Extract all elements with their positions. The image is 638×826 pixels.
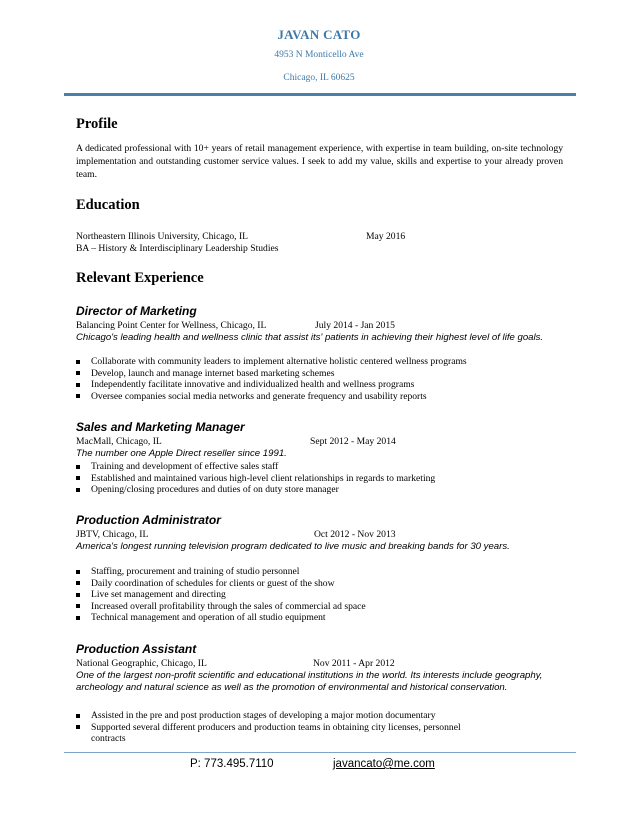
bullet-square-icon: [76, 604, 80, 608]
education-school: Northeastern Illinois University, Chicago, IL: [76, 231, 249, 242]
address-city: Chicago, IL 60625: [283, 73, 355, 83]
education-date: May 2016: [366, 231, 406, 242]
list-item: Develop, launch and manage internet based marketing schemes: [76, 368, 563, 380]
bullet-square-icon: [76, 383, 80, 387]
bullet-square-icon: [76, 725, 80, 729]
list-item: Daily coordination of schedules for clients or guest of the show: [76, 578, 563, 590]
job-date: Oct 2012 - Nov 2013: [314, 529, 396, 540]
job-organization: National Geographic, Chicago, IL: [76, 658, 207, 669]
bullet-square-icon: [76, 476, 80, 480]
job-date: Sept 2012 - May 2014: [310, 436, 396, 447]
list-item: Opening/closing procedures and duties of on duty store manager: [76, 484, 563, 496]
job-description: America's longest running television program dedicated to live music and breaking bands for 30 years.: [76, 541, 510, 552]
list-item: Supported several different producers and production teams in obtaining city licenses, personnel contracts: [76, 722, 563, 745]
job-organization: JBTV, Chicago, IL: [76, 529, 149, 540]
bullet-square-icon: [76, 570, 80, 574]
bullet-square-icon: [76, 593, 80, 597]
footer-phone: P: 773.495.7110: [190, 758, 274, 770]
job-duties-list: [76, 566, 563, 624]
candidate-name: JAVAN CATO: [277, 27, 361, 42]
footer-email-link[interactable]: javancato@me.com: [333, 758, 435, 770]
job-duties-list: [76, 461, 563, 496]
job-description: One of the largest non-profit scientific and educational institutions in the world. Its interests include geography, archeology and natural science as well as the promotion of environmental and historical conservation.: [76, 670, 543, 693]
address-street: 4953 N Monticello Ave: [274, 50, 364, 60]
list-item: Assisted in the pre and post production stages of developing a major motion documentary: [76, 710, 563, 722]
job-organization: Balancing Point Center for Wellness, Chicago, IL: [76, 320, 267, 331]
job-organization: MacMall, Chicago, IL: [76, 436, 162, 447]
job-date: Nov 2011 - Apr 2012: [313, 658, 395, 669]
list-item: Collaborate with community leaders to implement alternative holistic centered wellness programs: [76, 356, 563, 368]
bullet-square-icon: [76, 616, 80, 620]
list-item: Established and maintained various high-level client relationships in regards to marketing: [76, 473, 563, 485]
profile-text: A dedicated professional with 10+ years of retail management experience, with expertise in team building, on-site technology implementation and outstanding customer service values. I seek to add my value, skills and expertise to your already proven team.: [76, 143, 563, 180]
job-description: The number one Apple Direct reseller since 1991.: [76, 448, 287, 459]
list-item: Training and development of effective sales staff: [76, 461, 563, 473]
job-duties-list: [76, 356, 563, 402]
education-heading: Education: [76, 197, 140, 213]
job-duties-list: [76, 710, 563, 745]
footer-divider: [64, 752, 576, 753]
job-date: July 2014 - Jan 2015: [315, 320, 395, 331]
list-item: Oversee companies social media networks and generate frequency and usability reports: [76, 391, 563, 403]
list-item: Independently facilitate innovative and individualized health and wellness programs: [76, 379, 563, 391]
list-item: Increased overall profitability through the sales of commercial ad space: [76, 601, 563, 613]
education-degree: BA – History & Interdisciplinary Leadership Studies: [76, 243, 279, 254]
job-title: Production Assistant: [76, 642, 197, 656]
list-item: Technical management and operation of all studio equipment: [76, 612, 563, 624]
bullet-square-icon: [76, 714, 80, 718]
bullet-square-icon: [76, 488, 80, 492]
experience-heading: Relevant Experience: [76, 270, 204, 286]
bullet-square-icon: [76, 465, 80, 469]
job-title: Production Administrator: [76, 513, 221, 527]
bullet-square-icon: [76, 360, 80, 364]
profile-heading: Profile: [76, 116, 118, 132]
list-item: Staffing, procurement and training of studio personnel: [76, 566, 563, 578]
job-description: Chicago's leading health and wellness clinic that assist its' patients in achieving their highest level of life goals.: [76, 332, 544, 343]
job-title: Sales and Marketing Manager: [76, 420, 245, 434]
bullet-square-icon: [76, 371, 80, 375]
bullet-square-icon: [76, 394, 80, 398]
job-title: Director of Marketing: [76, 304, 197, 318]
list-item: Live set management and directing: [76, 589, 563, 601]
header-divider: [64, 93, 576, 96]
bullet-square-icon: [76, 581, 80, 585]
